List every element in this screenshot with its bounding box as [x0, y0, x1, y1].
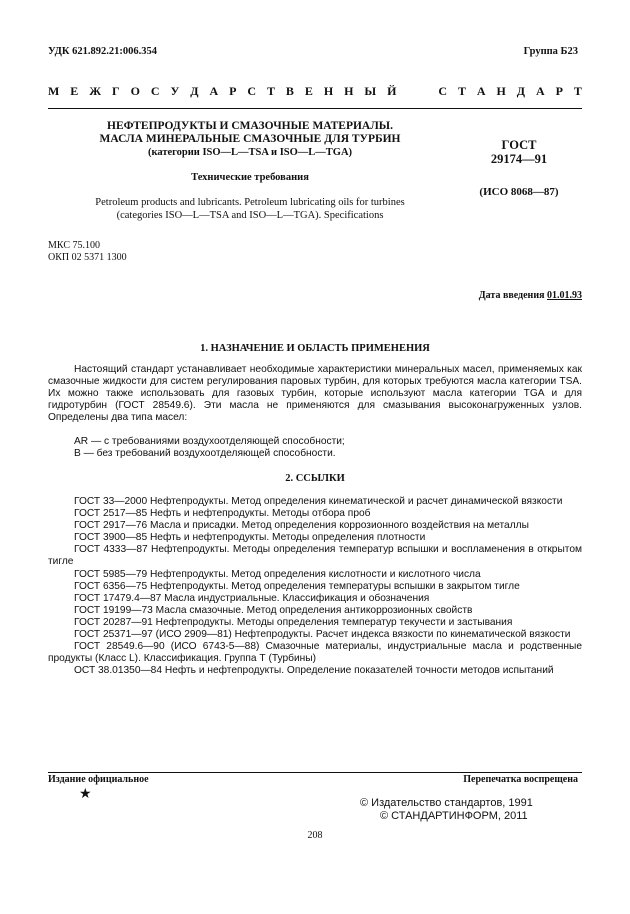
reference-item: ГОСТ 17479.4—87 Масла индустриальные. Классификация и обозначения — [74, 592, 430, 604]
banner-letter: Д — [516, 84, 526, 98]
section-2-heading: 2. ССЫЛКИ — [285, 473, 345, 484]
banner-letter: Р — [555, 84, 563, 98]
reference-item: ГОСТ 3900—85 Нефть и нефтепродукты. Методы определения плотности — [74, 532, 426, 544]
title-line-2: МАСЛА МИНЕРАЛЬНЫЕ СМАЗОЧНЫЕ ДЛЯ ТУРБИН — [99, 133, 401, 145]
banner-letter: А — [209, 84, 219, 98]
banner-letter: Ж — [89, 84, 102, 98]
reference-item: ГОСТ 5985—79 Нефтепродукты. Метод определения кислотности и кислотного числа — [74, 568, 481, 580]
udk-code: УДК 621.892.21:006.354 — [48, 46, 157, 57]
oil-types-list — [48, 436, 345, 460]
copyright-line-1: © Издательство стандартов, 1991 — [360, 797, 533, 809]
english-title-line-1: Petroleum products and lubricants. Petroleum lubricating oils for turbines — [95, 197, 405, 208]
classification-codes — [48, 240, 127, 264]
star-icon: ★ — [79, 787, 92, 802]
reference-item: ГОСТ 6356—75 Нефтепродукты. Метод определения температуры вспышки в закрытом тигле — [74, 580, 520, 592]
banner-letter: Н — [323, 84, 334, 98]
reference-item: ГОСТ 2517—85 Нефть и нефтепродукты. Методы отбора проб — [74, 508, 371, 520]
iso-designation: (ИСО 8068—87) — [479, 186, 559, 198]
banner-letter: Т — [573, 84, 582, 98]
reference-item: ГОСТ 20287—91 Нефтепродукты. Методы определения температур текучести и застывания — [74, 616, 513, 628]
banner-letter: Е — [70, 84, 79, 98]
banner-letter: Ы — [364, 84, 377, 98]
introduction-date-value: 01.01.93 — [547, 290, 582, 301]
banner-letter: Т — [457, 84, 466, 98]
title-line-1: НЕФТЕПРОДУКТЫ И СМАЗОЧНЫЕ МАТЕРИАЛЫ. — [107, 120, 393, 132]
reference-item: ГОСТ 25371—97 (ИСО 2909—81) Нефтепродукты. Расчет индекса вязкости по кинематической вязкости — [74, 629, 571, 641]
banner-letter: М — [48, 84, 60, 98]
header-divider — [48, 108, 582, 109]
banner-letter: А — [535, 84, 545, 98]
reference-item: ГОСТ 19199—73 Масла смазочные. Метод определения антикоррозионных свойств — [74, 604, 473, 616]
banner-letter: О — [130, 84, 140, 98]
okp-code: ОКП 02 5371 1300 — [48, 252, 127, 263]
section-1-paragraph: Настоящий стандарт устанавливает необходимые характеристики минеральных масел, применяемых как смазочные жидкости для систем регулирования паровых турбин, для которых требуются масла категории TSA. Их можно также использовать для газовых турбин, которые используют масла категории TGA и для гидротурбин (ГОСТ 28549.6). Эти масла не применяются для смазывания высоконагруженных узлов. Определены два типа масел: — [48, 364, 582, 424]
gost-number: 29174—91 — [490, 152, 548, 166]
banner-letter: Г — [112, 84, 120, 98]
reference-item: ГОСТ 28549.6—90 (ИСО 6743-5—88) Смазочные материалы, индустриальные масла и родственные продукты (Класс L). Классификация. Группа Т (Турбины) — [48, 641, 582, 665]
banner-letter: Т — [266, 84, 275, 98]
banner-letter: Д — [190, 84, 199, 98]
references-list — [48, 496, 582, 677]
introduction-date — [479, 290, 582, 301]
reference-item: ГОСТ 4333—87 Нефтепродукты. Методы определения температур вспышки и воспламенения в открытом тигле — [48, 544, 582, 568]
banner-letter: В — [285, 84, 294, 98]
document-title — [60, 120, 440, 159]
banner-letter: А — [476, 84, 486, 98]
banner-letter: Й — [387, 84, 397, 98]
banner-letter: С — [247, 84, 257, 98]
reference-item: ГОСТ 2917—76 Масла и присадки. Метод определения коррозионного воздействия на металлы — [74, 520, 529, 532]
english-title — [60, 196, 440, 222]
reference-item: ОСТ 38.01350—84 Нефть и нефтепродукты. Определение показателей точности методов испытаний — [74, 665, 554, 677]
english-title-line-2: (categories ISO—L—TSA and ISO—L—TGA). Specifications — [116, 210, 384, 221]
banner-letter: С — [150, 84, 160, 98]
gost-label: ГОСТ — [501, 138, 537, 152]
oil-type-b: B — без требований воздухоотделяющей способности. — [74, 448, 336, 460]
banner-letter: У — [170, 84, 180, 98]
title-categories: (категории ISO—L—TSA и ISO—L—TGA) — [147, 147, 353, 158]
tech-requirements-label: Технические требования — [191, 172, 309, 183]
section-1-heading: 1. НАЗНАЧЕНИЕ И ОБЛАСТЬ ПРИМЕНЕНИЯ — [200, 343, 430, 354]
banner-letter: С — [438, 84, 447, 98]
mks-code: МКС 75.100 — [48, 240, 100, 251]
banner-letter: Н — [496, 84, 506, 98]
reprint-prohibited-label: Перепечатка воспрещена — [463, 774, 578, 785]
copyright-block — [360, 797, 533, 823]
gost-designation — [470, 138, 568, 166]
introduction-date-label: Дата введения — [478, 290, 545, 301]
footer-divider — [48, 772, 582, 773]
official-edition-label: Издание официальное — [48, 774, 149, 785]
banner-letter: Р — [229, 84, 237, 98]
reference-item: ГОСТ 33—2000 Нефтепродукты. Метод определения кинематической и расчет динамической вязкости — [74, 496, 563, 507]
interstate-standard-banner — [48, 84, 582, 99]
oil-type-ar: AR — с требованиями воздухоотделяющей способности; — [74, 436, 345, 447]
banner-letter: Н — [344, 84, 354, 98]
group-code: Группа Б23 — [523, 46, 578, 57]
page-number: 208 — [307, 830, 323, 841]
copyright-line-2: © СТАНДАРТИНФОРМ, 2011 — [380, 810, 528, 822]
banner-letter: Е — [304, 84, 313, 98]
